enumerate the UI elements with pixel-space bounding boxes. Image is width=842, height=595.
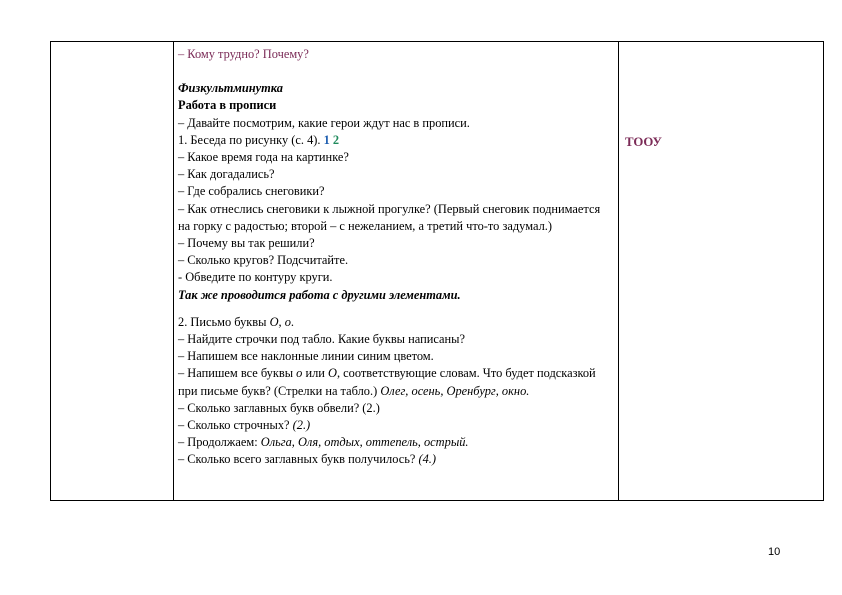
question-snowmen: – Где собрались снеговики? [178,184,325,199]
number-two: 2 [332,132,340,147]
page-number: 10 [768,546,781,558]
question-trace: - Обведите по контуру круги. [178,270,333,285]
question-lowercase: – Сколько строчных? (2.) [178,418,311,433]
question-why: – Почему вы так решили? [178,236,315,251]
question-capitals: – Сколько заглавных букв обвели? (2.) [178,400,380,415]
note-elements: Так же проводится работа с другими элементами. [178,287,461,302]
question-guess: – Как догадались? [178,167,275,182]
empty-stage-cell [51,42,174,501]
questions-header: – Кому трудно? Почему? [178,47,309,61]
question-slanted: – Напишем все наклонные линии синим цветом. [178,349,434,364]
intro-line: – Давайте посмотрим, какие герои ждут нас в прописи. [178,115,470,130]
question-total: – Сколько всего заглавных букв получилось? (4.) [178,452,437,467]
question-relation: – Как отнеслись снеговики к лыжной прогулке? (Первый снеговик поднимается на горку с радостью; второй – с нежеланием, а третий что-то задумал.) [178,201,601,233]
question-continue: – Продолжаем: Ольга, Оля, отдых, оттепель, острый. [178,435,469,450]
question-circles: – Сколько кругов? Подсчитайте. [178,253,349,268]
conversation-line: 1. Беседа по рисунку (с. 4). 1 2 [178,132,340,147]
letter-heading: 2. Письмо буквы О, о. [178,314,295,329]
lesson-content-cell [174,42,619,501]
question-lines: – Найдите строчки под табло. Какие буквы написаны? [178,332,465,347]
competency-cell [619,42,824,501]
lesson-table [50,41,824,501]
question-all-letters: – Напишем все буквы о или О, соответствующие словам. Что будет подсказкой при письме букв? (Стрелки на табло.) Олег, осень, Оренбург, окно. [178,366,596,398]
question-season: – Какое время года на картинке? [178,150,349,165]
copybook-work-heading: Работа в прописи [178,98,277,113]
phys-minute-heading: Физкультминутка [178,81,283,96]
number-one: 1 [323,132,330,147]
side-label: ТООУ [625,135,662,149]
